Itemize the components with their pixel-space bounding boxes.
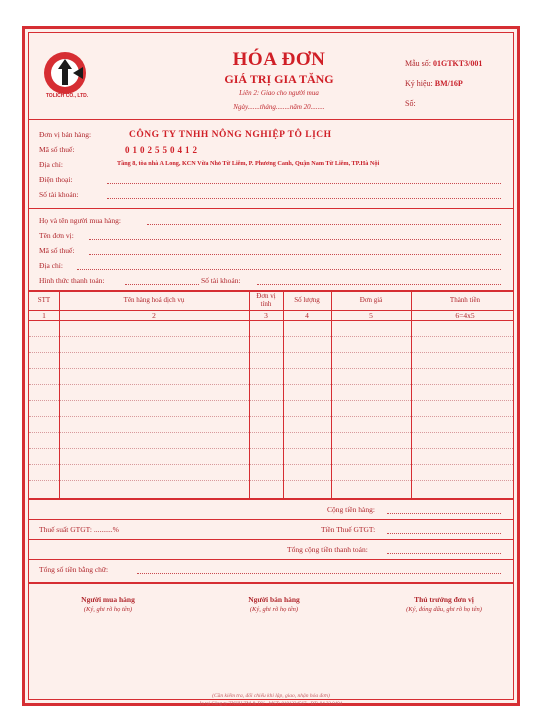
vat-amount-line	[387, 533, 501, 534]
table-row	[29, 384, 513, 385]
buyer-address-label: Địa chỉ:	[39, 261, 63, 270]
col-index-4: 4	[305, 311, 309, 320]
col-index-2: 2	[152, 311, 156, 320]
seller-name: CÔNG TY TNHH NÔNG NGHIỆP TÔ LỊCH	[129, 130, 332, 140]
col-index-6: 6=4x5	[455, 311, 475, 320]
grand-total-line	[387, 553, 501, 554]
invoice-title: HÓA ĐƠN	[232, 49, 326, 70]
seller-tax-code: 0102550412	[125, 145, 200, 155]
buyer-tax-line	[89, 254, 501, 255]
payment-method-label: Hình thức thanh toán:	[39, 276, 105, 285]
totals-bottom-border	[29, 582, 513, 584]
col-header-item: Tên hàng hoá dịch vụ	[123, 296, 185, 304]
buyer-tax-label: Mã số thuế:	[39, 246, 75, 255]
seller-signature-note: (Ký, ghi rõ họ tên)	[249, 606, 299, 613]
footer-note: (Cần kiểm tra, đối chiếu khi lập, giao, nhận hóa đơn)	[212, 693, 330, 699]
seller-address: Tầng 8, tòa nhà A Long, KCN Vừa Nhỏ Từ Liêm, P. Phương Canh, Quận Nam Từ Liêm, TP.Hà Nội	[117, 160, 380, 167]
vat-divider	[29, 539, 513, 540]
buyer-account-line	[257, 284, 501, 285]
col-divider-5	[411, 291, 412, 499]
col-index-5: 5	[369, 311, 373, 320]
col-index-3: 3	[264, 311, 268, 320]
subtotal-line	[387, 513, 501, 514]
table-row	[29, 336, 513, 337]
table-row	[29, 416, 513, 417]
buyer-account-label: Số tài khoản:	[201, 276, 241, 285]
buyer-address-line	[77, 269, 501, 270]
invoice-sheet	[22, 26, 520, 706]
seller-name-label: Đơn vị bán hàng:	[39, 130, 92, 139]
col-header-stt: STT	[37, 296, 51, 304]
invoice-date-line: Ngày.......tháng........năm 20........	[233, 103, 325, 111]
col-header-qty: Số lượng	[294, 296, 320, 304]
invoice-subtitle: GIÁ TRỊ GIA TĂNG	[224, 72, 334, 86]
invoice-copy-note: Liên 2: Giao cho người mua	[239, 89, 319, 97]
payment-method-line	[125, 284, 199, 285]
table-row	[29, 352, 513, 353]
table-row	[29, 432, 513, 433]
buyer-unit-label: Tên đơn vị:	[39, 231, 74, 240]
table-row	[29, 464, 513, 465]
table-bottom-border	[29, 498, 513, 500]
table-row	[29, 400, 513, 401]
col-header-unit: Đơn vị tính	[256, 292, 276, 308]
vat-rate-label: Thuế suất GTGT: ..........%	[39, 525, 119, 534]
subtotal-divider	[29, 519, 513, 520]
amount-in-words-line	[137, 573, 501, 574]
buyer-name-label: Họ và tên người mua hàng:	[39, 216, 121, 225]
col-divider-4	[331, 291, 332, 499]
table-row	[29, 448, 513, 449]
table-index-divider	[29, 320, 513, 321]
seller-account-line	[107, 198, 501, 199]
col-divider-2	[249, 291, 250, 499]
seller-account-label: Số tài khoản:	[39, 190, 79, 199]
seller-divider	[29, 208, 513, 209]
vat-amount-label: Tiền Thuế GTGT:	[321, 525, 376, 534]
col-header-price: Đơn giá	[359, 296, 383, 304]
table-row	[29, 480, 513, 481]
seller-tax-label: Mã số thuế:	[39, 145, 75, 154]
col-header-amount: Thành tiền	[449, 296, 481, 304]
col-divider-1	[59, 291, 60, 499]
director-signature-note: (Ký, đóng dấu, ghi rõ họ tên)	[406, 606, 482, 613]
seller-address-label: Địa chỉ:	[39, 160, 63, 169]
col-divider-3	[283, 291, 284, 499]
invoice-symbol: Ký hiệu: BM/16P	[405, 79, 463, 88]
invoice-number: Số:	[405, 99, 416, 108]
buyer-name-line	[147, 224, 501, 225]
seller-phone-line	[107, 183, 501, 184]
table-row	[29, 368, 513, 369]
seller-signature-title: Người bán hàng	[248, 595, 300, 604]
grand-total-divider	[29, 559, 513, 560]
subtotal-label: Cộng tiền hàng:	[327, 505, 375, 514]
seller-phone-label: Điện thoại:	[39, 175, 73, 184]
form-number: Mẫu số: 01GTKT3/001	[405, 59, 483, 68]
amount-in-words-label: Tổng số tiền bằng chữ:	[39, 565, 109, 574]
col-index-1: 1	[42, 311, 46, 320]
buyer-unit-line	[89, 239, 501, 240]
header-divider	[29, 119, 513, 120]
grand-total-label: Tổng cộng tiền thanh toán:	[287, 545, 368, 554]
buyer-signature-note: (Ký, ghi rõ họ tên)	[83, 606, 133, 613]
invoice-inner-frame	[28, 32, 514, 707]
buyer-signature-title: Người mua hàng	[81, 595, 135, 604]
director-signature-title: Thủ trưởng đơn vị	[414, 595, 474, 604]
printer-info: In tại Công ty TNHH TM & DV - MST: 0101234567 - ĐT: 04.22.0404	[199, 702, 343, 707]
logo-text: TOLICH CO., LTD.	[45, 93, 89, 99]
